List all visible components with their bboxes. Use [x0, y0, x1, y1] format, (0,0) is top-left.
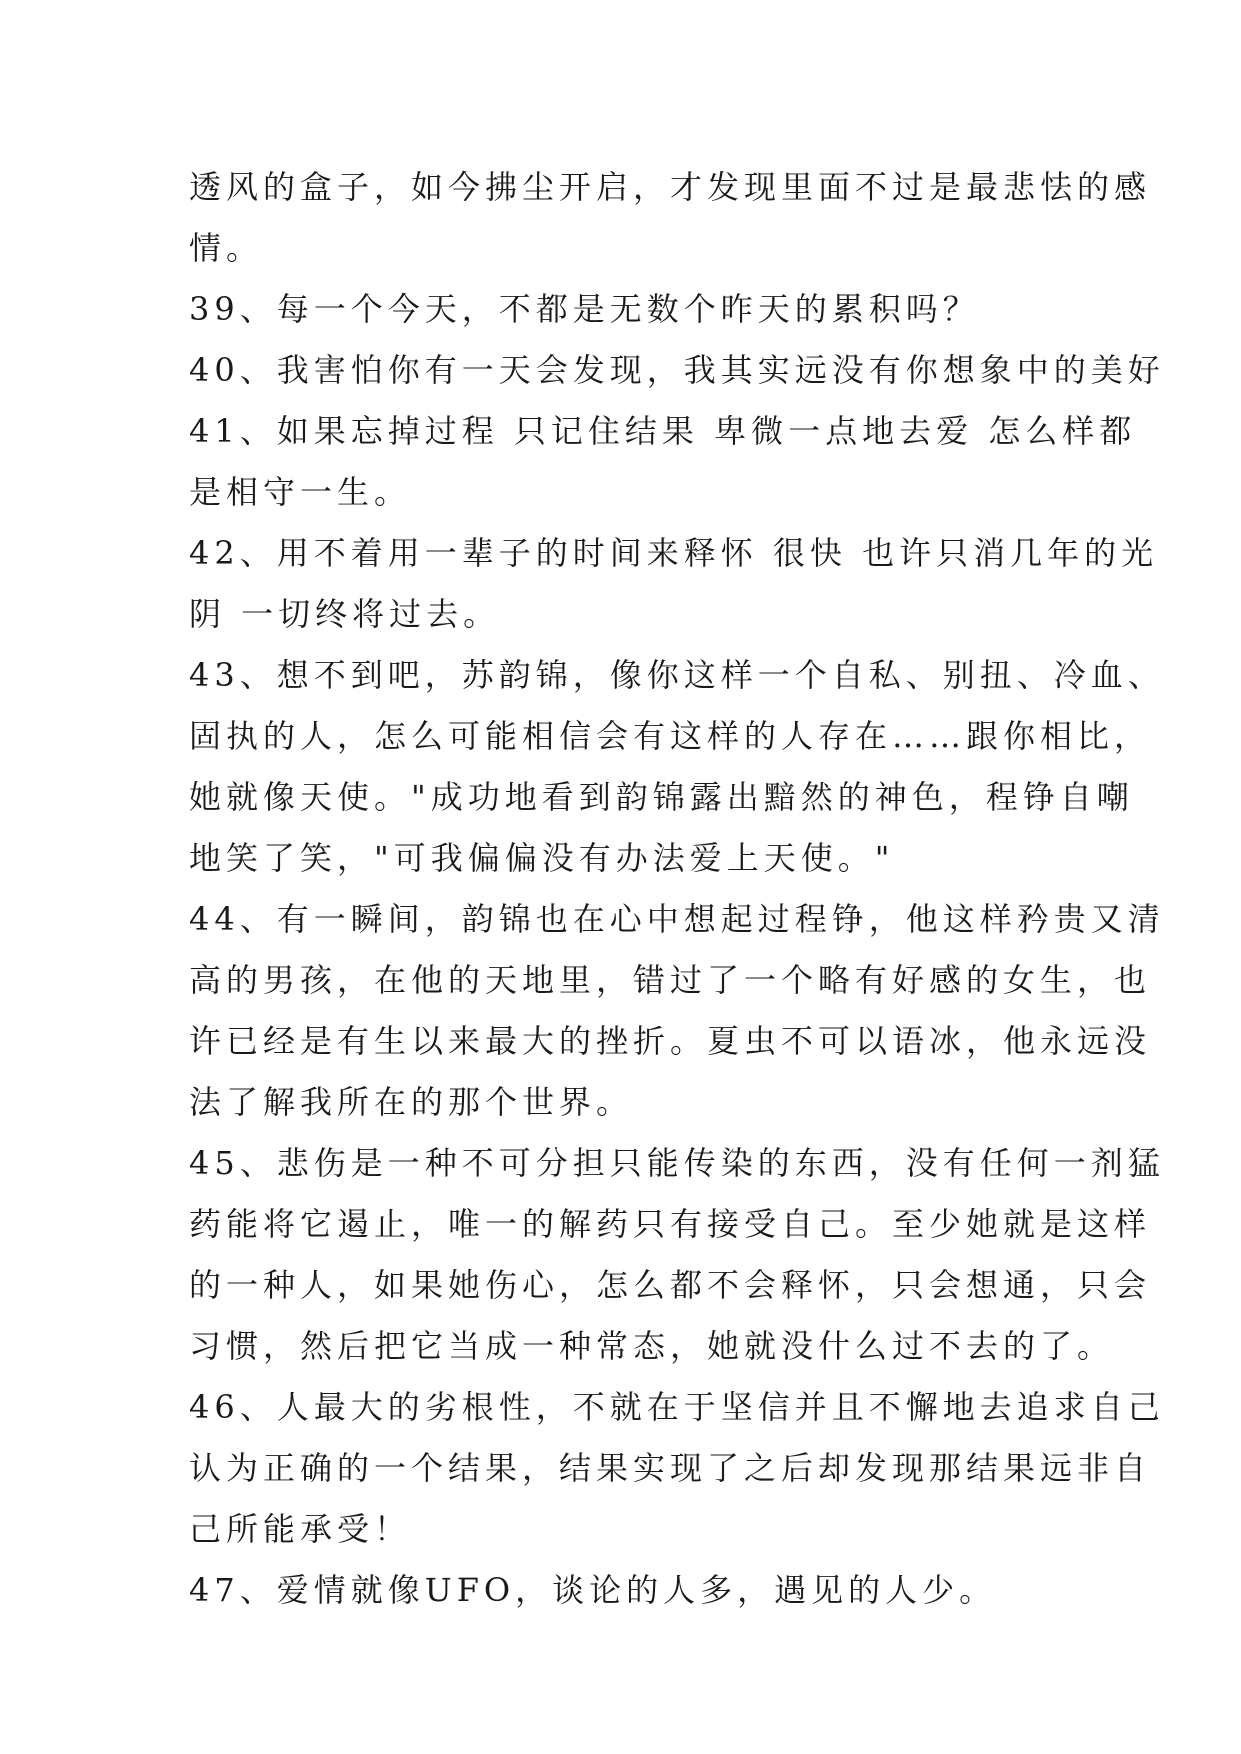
text-line: 法了解我所在的那个世界。	[189, 1083, 634, 1121]
text-line: 固执的人，怎么可能相信会有这样的人存在……跟你相比，	[189, 717, 1152, 755]
text-line: 药能将它遏止，唯一的解药只有接受自己。至少她就是这样	[189, 1205, 1152, 1243]
text-line: 许已经是有生以来最大的挫折。夏虫不可以语冰，他永远没	[189, 1022, 1152, 1060]
text-line: 的一种人，如果她伤心，怎么都不会释怀，只会想通，只会	[189, 1266, 1152, 1304]
text-line: 43、想不到吧，苏韵锦，像你这样一个自私、别扭、冷血、	[189, 656, 1165, 694]
text-line: 44、有一瞬间，韵锦也在心中想起过程铮，他这样矜贵又清	[189, 900, 1165, 938]
text-line: 透风的盒子，如今拂尘开启，才发现里面不过是最悲怯的感	[189, 168, 1152, 206]
text-line: 41、如果忘掉过程 只记住结果 卑微一点地去爱 怎么样都	[189, 412, 1137, 450]
text-line: 地笑了笑，"可我偏偏没有办法爱上天使。"	[189, 839, 895, 877]
text-line: 40、我害怕你有一天会发现，我其实远没有你想象中的美好	[189, 351, 1165, 389]
text-line: 47、爱情就像UFO，谈论的人多，遇见的人少。	[189, 1571, 997, 1609]
text-line: 阴 一切终将过去。	[189, 595, 501, 633]
text-line: 42、用不着用一辈子的时间来释怀 很快 也许只消几年的光	[189, 534, 1159, 572]
text-line: 46、人最大的劣根性，不就在于坚信并且不懈地去追求自己	[189, 1388, 1165, 1426]
text-line: 是相守一生。	[189, 473, 412, 511]
text-line: 情。	[189, 229, 264, 267]
text-line: 高的男孩，在他的天地里，错过了一个略有好感的女生，也	[189, 961, 1152, 999]
text-line: 习惯，然后把它当成一种常态，她就没什么过不去的了。	[189, 1327, 1115, 1365]
text-line: 她就像天使。"成功地看到韵锦露出黯然的神色，程铮自嘲	[189, 778, 1134, 816]
text-line: 39、每一个今天，不都是无数个昨天的累积吗？	[189, 290, 980, 328]
text-line: 45、悲伤是一种不可分担只能传染的东西，没有任何一剂猛	[189, 1144, 1165, 1182]
body-text	[189, 157, 1165, 1621]
text-line: 己所能承受！	[189, 1510, 412, 1548]
text-line: 认为正确的一个结果，结果实现了之后却发现那结果远非自	[189, 1449, 1152, 1487]
